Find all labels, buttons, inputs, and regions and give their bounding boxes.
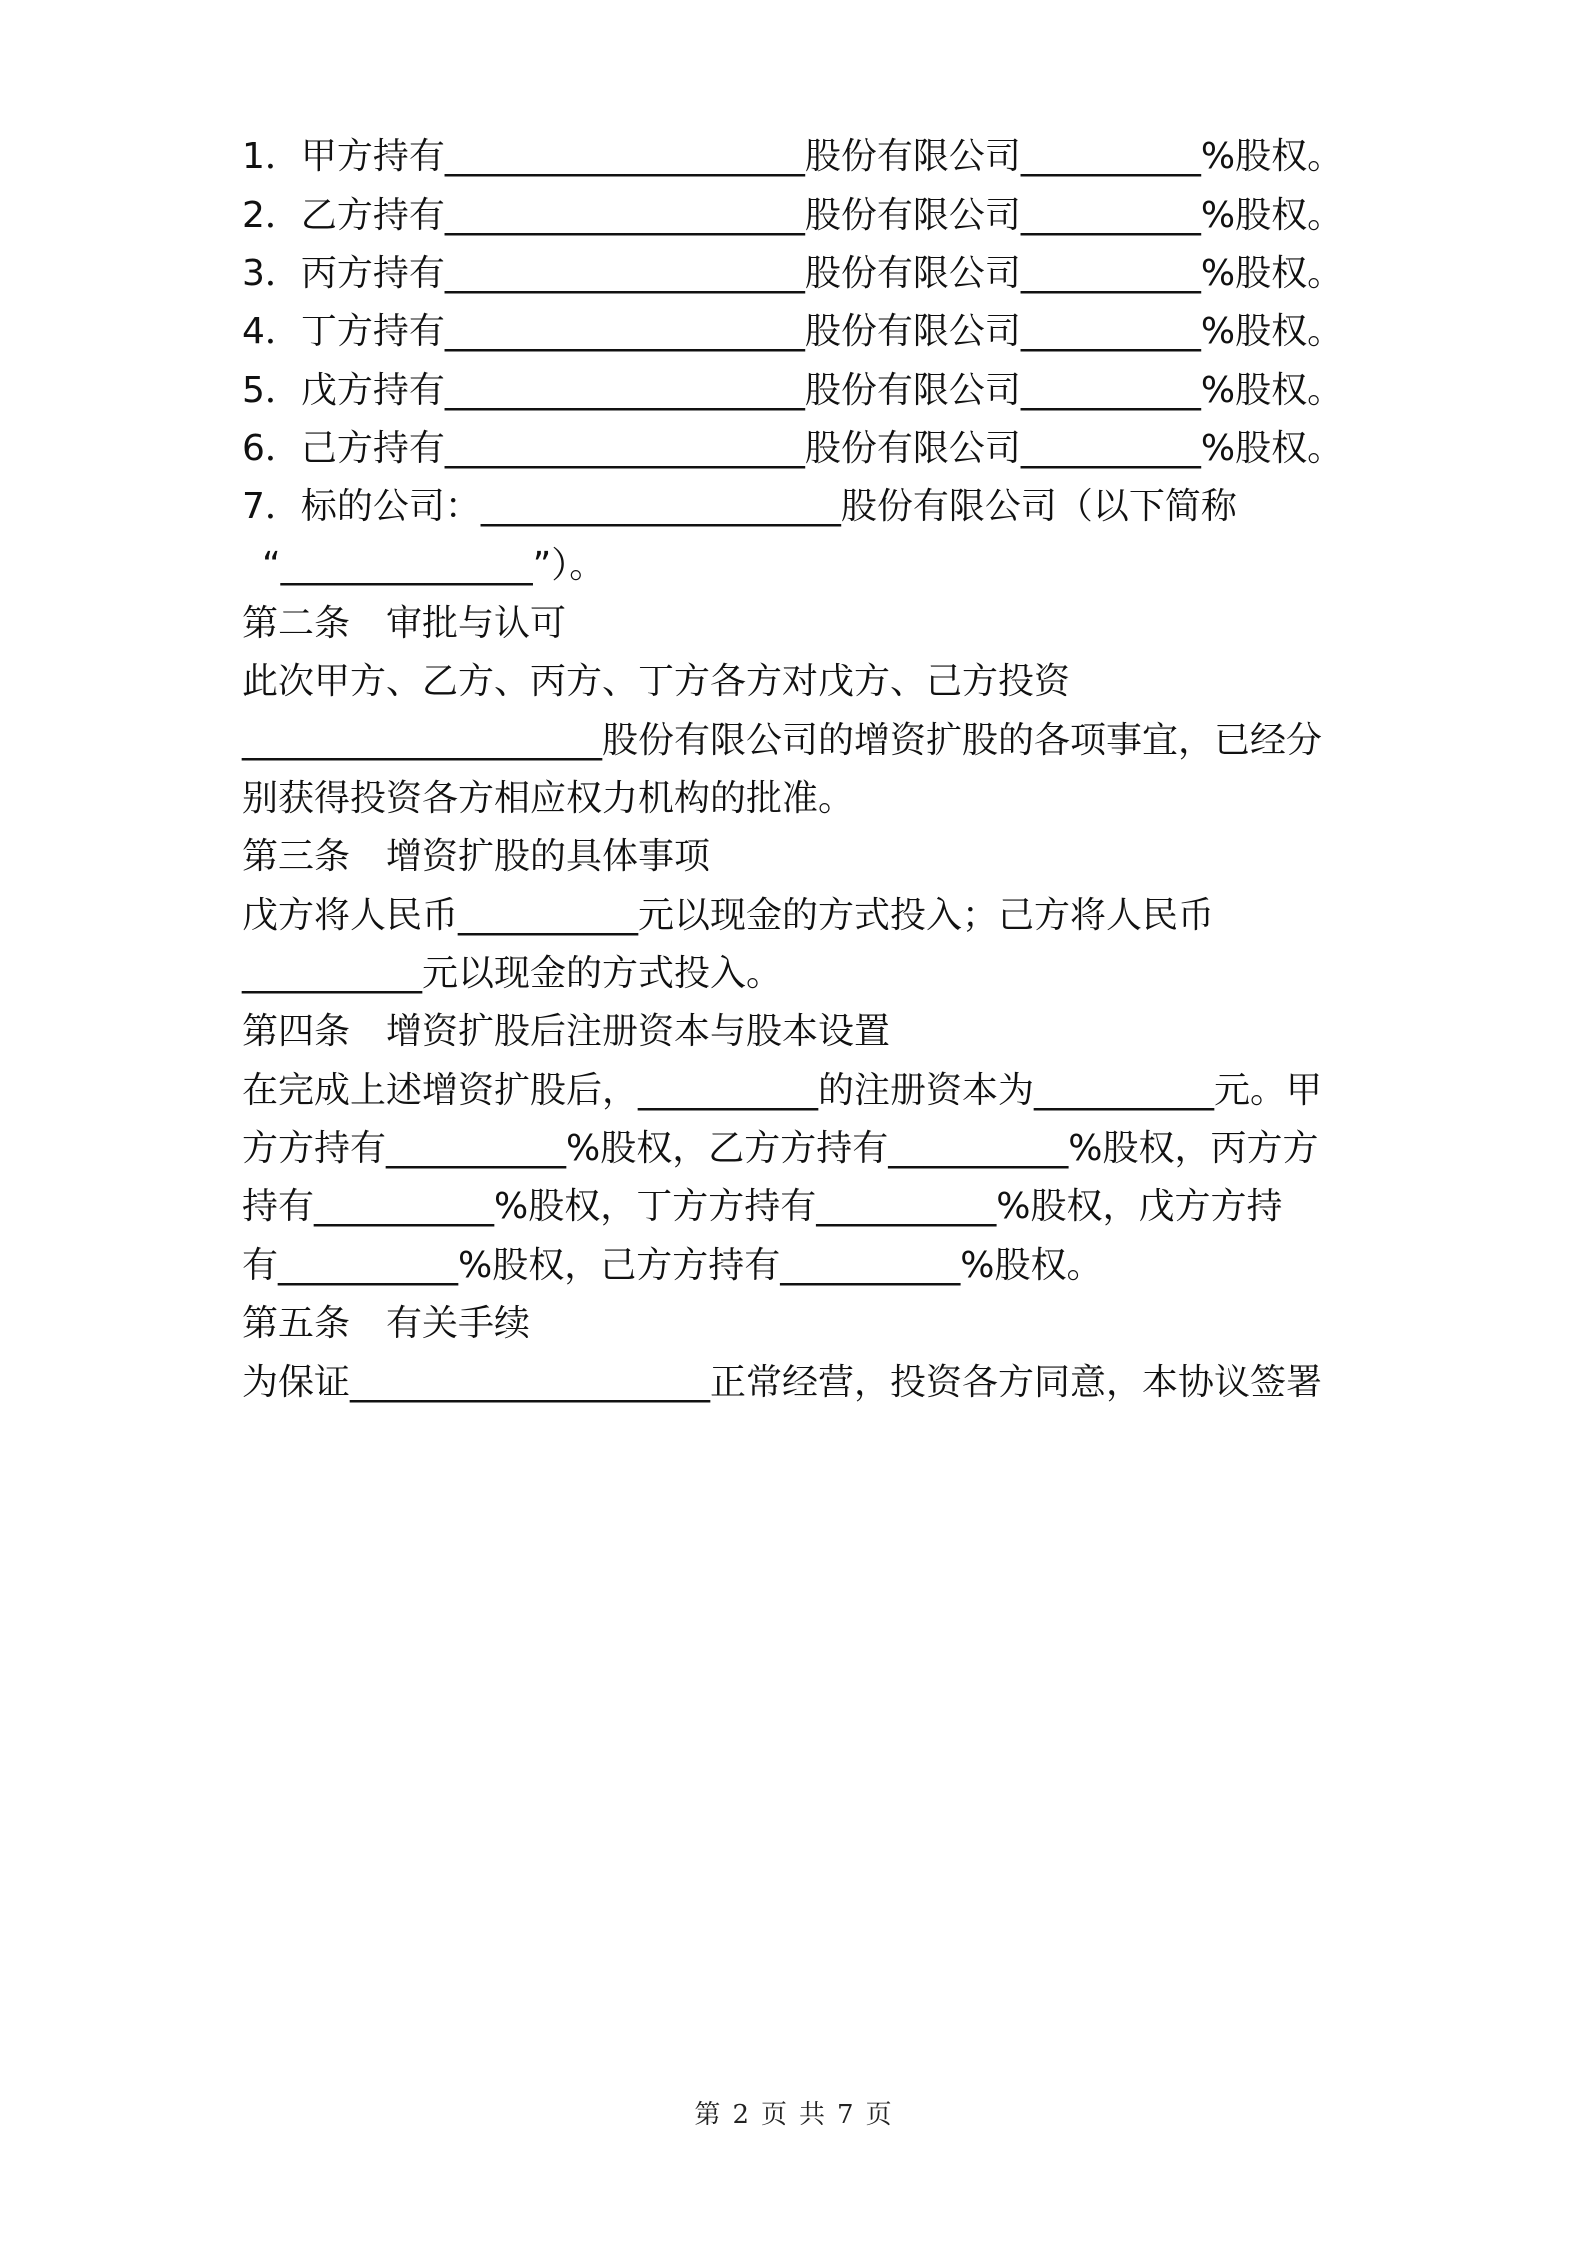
blank-field: ____________________ bbox=[444, 195, 805, 236]
paragraph-text: 元以现金的方式投入。 bbox=[422, 953, 783, 994]
blank-field: __________ bbox=[458, 895, 639, 936]
blank-field: ____________________ bbox=[444, 370, 805, 411]
item-7 bbox=[242, 477, 1237, 537]
page-number: 2 bbox=[732, 2100, 749, 2130]
blank-field: __________ bbox=[242, 953, 422, 994]
paragraph-text: 在完成上述增资扩股后， bbox=[242, 1070, 639, 1111]
article-4-line-4 bbox=[242, 1236, 1102, 1296]
item-text: %股权。 bbox=[1200, 428, 1344, 469]
item-4 bbox=[242, 302, 1343, 362]
blank-field: ______________ bbox=[280, 545, 533, 586]
paragraph-text: 持有 bbox=[242, 1186, 315, 1227]
item-7-continuation bbox=[262, 536, 605, 596]
blank-field: ____________________ bbox=[444, 428, 805, 469]
paragraph-text: %股权，乙方方持有 bbox=[566, 1128, 889, 1169]
paragraph-text: %股权，丙方方 bbox=[1068, 1128, 1319, 1169]
blank-field: __________ bbox=[1020, 428, 1201, 469]
paragraph-text: 为保证 bbox=[242, 1362, 351, 1403]
item-text: 股份有限公司 bbox=[804, 370, 1021, 411]
item-text: %股权。 bbox=[1200, 311, 1344, 352]
item-label: 4．丁方持有 bbox=[242, 311, 445, 352]
item-label: 7．标的公司： bbox=[242, 486, 481, 527]
blank-field: __________ bbox=[816, 1186, 997, 1227]
paragraph-text: 的注册资本为 bbox=[818, 1070, 1035, 1111]
footer-word: 页 bbox=[760, 2100, 787, 2130]
article-4-heading: 第四条 增资扩股后注册资本与股本设置 bbox=[242, 1011, 891, 1052]
page-total: 7 bbox=[837, 2100, 854, 2130]
article-4-line-2 bbox=[242, 1119, 1318, 1179]
article-3-line-2 bbox=[242, 944, 782, 1004]
quote-open: “ bbox=[262, 545, 281, 586]
blank-field: ____________________ bbox=[444, 311, 805, 352]
article-2-line-3: 别获得投资各方相应权力机构的批准。 bbox=[242, 778, 855, 819]
item-label: 6．己方持有 bbox=[242, 428, 445, 469]
item-1 bbox=[242, 127, 1343, 187]
item-label: 2．乙方持有 bbox=[242, 195, 445, 236]
article-5-line-1 bbox=[242, 1353, 1322, 1413]
page-footer bbox=[0, 2094, 1586, 2131]
blank-field: __________ bbox=[638, 1070, 819, 1111]
blank-field: ____________________ bbox=[444, 136, 805, 177]
blank-field: __________ bbox=[1020, 195, 1201, 236]
item-text: %股权。 bbox=[1200, 136, 1344, 177]
item-text: 股份有限公司 bbox=[804, 428, 1021, 469]
item-text: 股份有限公司 bbox=[804, 311, 1021, 352]
paragraph-text: 有 bbox=[242, 1245, 279, 1286]
paragraph-text: %股权，丁方方持有 bbox=[494, 1186, 817, 1227]
paragraph-text: 方方持有 bbox=[242, 1128, 387, 1169]
article-3-line-1 bbox=[242, 886, 1214, 946]
item-text: 股份有限公司 bbox=[804, 136, 1021, 177]
item-label: 1．甲方持有 bbox=[242, 136, 445, 177]
article-2-line-2 bbox=[242, 711, 1322, 771]
blank-field: ____________________ bbox=[242, 720, 602, 761]
blank-field: ____________________ bbox=[444, 253, 805, 294]
blank-field: __________ bbox=[278, 1245, 459, 1286]
item-text: 股份有限公司（以下简称 bbox=[840, 486, 1237, 527]
blank-field: __________ bbox=[1034, 1070, 1215, 1111]
item-label: 3．丙方持有 bbox=[242, 253, 445, 294]
paragraph-text: 正常经营，投资各方同意，本协议签署 bbox=[710, 1362, 1323, 1403]
article-4-line-3 bbox=[242, 1177, 1282, 1237]
item-text: 股份有限公司 bbox=[804, 195, 1021, 236]
blank-field: __________ bbox=[1020, 253, 1201, 294]
article-4-line-1 bbox=[242, 1061, 1322, 1121]
paragraph-text: %股权，戊方方持 bbox=[996, 1186, 1283, 1227]
blank-field: __________ bbox=[1020, 370, 1201, 411]
blank-field: __________ bbox=[888, 1128, 1069, 1169]
paragraph-text: %股权，己方方持有 bbox=[458, 1245, 781, 1286]
blank-field: __________ bbox=[780, 1245, 961, 1286]
item-label: 5．戊方持有 bbox=[242, 370, 445, 411]
blank-field: __________ bbox=[386, 1128, 567, 1169]
paragraph-text: %股权。 bbox=[960, 1245, 1103, 1286]
footer-word: 共 bbox=[799, 2100, 826, 2130]
item-6 bbox=[242, 419, 1343, 479]
item-text: %股权。 bbox=[1200, 370, 1344, 411]
paragraph-text: 元以现金的方式投入；己方将人民币 bbox=[638, 895, 1215, 936]
blank-field: __________ bbox=[314, 1186, 495, 1227]
article-2-heading: 第二条 审批与认可 bbox=[242, 603, 567, 644]
footer-word: 第 bbox=[694, 2100, 721, 2130]
footer-word: 页 bbox=[865, 2100, 892, 2130]
article-3-heading: 第三条 增资扩股的具体事项 bbox=[242, 836, 711, 877]
item-2 bbox=[242, 186, 1343, 246]
item-text: %股权。 bbox=[1200, 253, 1344, 294]
blank-field: ____________________ bbox=[480, 486, 841, 527]
item-5 bbox=[242, 361, 1343, 421]
quote-close: ”）。 bbox=[532, 545, 606, 586]
item-text: 股份有限公司 bbox=[804, 253, 1021, 294]
blank-field: ____________________ bbox=[350, 1362, 711, 1403]
blank-field: __________ bbox=[1020, 136, 1201, 177]
item-text: %股权。 bbox=[1200, 195, 1344, 236]
paragraph-text: 元。甲 bbox=[1214, 1070, 1323, 1111]
paragraph-text: 戊方将人民币 bbox=[242, 895, 459, 936]
article-2-line-1: 此次甲方、乙方、丙方、丁方各方对戊方、己方投资 bbox=[242, 661, 1071, 702]
blank-field: __________ bbox=[1020, 311, 1201, 352]
article-5-heading: 第五条 有关手续 bbox=[242, 1303, 531, 1344]
paragraph-text: 股份有限公司的增资扩股的各项事宜，已经分 bbox=[602, 720, 1323, 761]
item-3 bbox=[242, 244, 1343, 304]
